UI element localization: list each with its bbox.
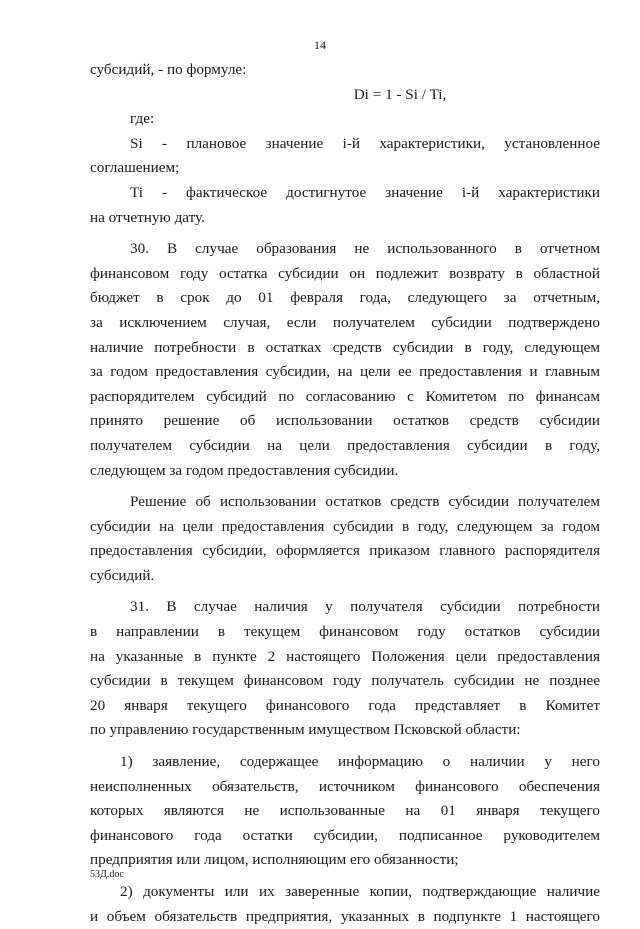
paragraph-line: финансовом году остатка субсидии он подлежит возврату в областной [90,264,600,282]
formula: Di = 1 - Si / Ti, [353,85,447,103]
paragraph-line: и объем обязательств предприятия, указанных в подпункте 1 настоящего [90,907,600,925]
paragraph-line: по управлению государственным имуществом Псковской области: [90,721,521,739]
formula-intro: субсидий, - по формуле: [90,61,247,78]
list-item-1 [90,750,600,873]
footer-filename: 53Д.doc [90,869,124,880]
ti-definition-line: Ti - фактическое достигнутое значение i-й характеристики [130,183,600,201]
paragraph-31 [90,595,600,743]
paragraph-line: 20 января текущего финансового года представляет в Комитет [90,696,600,714]
paragraph-line: в направлении в текущем финансовом году остатков субсидии [90,623,600,641]
document-body [90,58,600,929]
paragraph-line: субсидии в текущем финансовом году получатель субсидии не позднее [90,672,600,690]
paragraph-line: распорядителем субсидий по согласованию с Комитетом по финансам [90,387,600,405]
paragraph-line: Решение об использовании остатков средств субсидии получателем [130,493,600,511]
paragraph-line: предоставления субсидии, оформляется приказом главного распорядителя [90,542,600,560]
si-definition-line: соглашением; [90,159,180,177]
paragraph-line: 30. В случае образования не использованного в отчетном [130,240,600,258]
paragraph-line: субсидий. [90,566,155,584]
si-definition-line: Si - плановое значение i-й характеристики, установленное [130,134,600,152]
paragraph-line: следующем за годом предоставления субсидии. [90,461,399,479]
page-number: 14 [314,38,326,52]
paragraph-line: предприятия или лицом, исполняющим его обязанности; [90,851,459,869]
paragraph-line: за исключением случая, если получателем субсидии подтверждено [90,313,600,331]
paragraph-line: принято решение об использовании остатков средств субсидии [90,412,600,430]
paragraph-30 [90,237,600,483]
paragraph-line: финансового года остатки субсидии, подписанное руководителем [90,826,600,844]
paragraph-line: которых являются не использованные на 01 января текущего [90,802,600,820]
paragraph-line: 1) заявление, содержащее информацию о наличии у него [120,753,600,771]
paragraph-line: 2) документы или их заверенные копии, подтверждающие наличие [120,883,600,900]
paragraph-line: субсидии на цели предоставления субсидии в году, следующем за годом [90,517,600,535]
paragraph-line: неисполненных обязательств, источником финансового обеспечения [90,777,600,795]
paragraph-line: 31. В случае наличия у получателя субсидии потребности [130,598,600,616]
paragraph-line: бюджет в срок до 01 февраля года, следующего за отчетным, [90,289,600,307]
paragraph-line: наличие потребности в остатках средств субсидии в году, следующем [90,338,600,356]
ti-definition-line: на отчетную дату. [90,208,205,226]
formula-where: где: [130,110,155,128]
paragraph-line: за годом предоставления субсидии, на цели ее предоставления и главным [90,363,600,381]
paragraph-decision [90,490,600,588]
paragraph-line: на указанные в пункте 2 настоящего Положения цели предоставления [90,647,600,665]
paragraph-line: получателем субсидии на цели предоставления субсидии в году, [90,436,600,454]
